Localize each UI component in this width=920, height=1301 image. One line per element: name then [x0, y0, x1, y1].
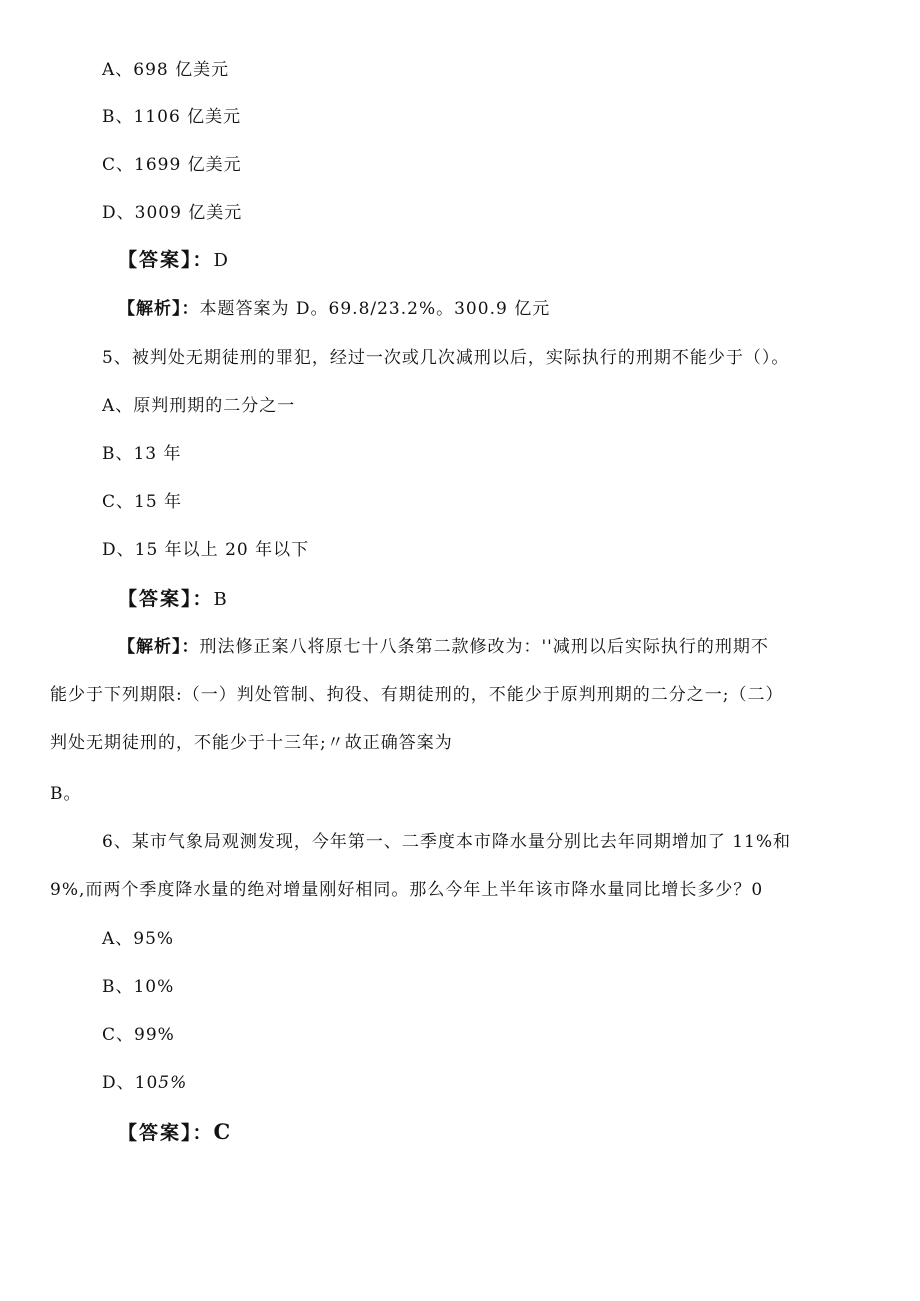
q6-option-d — [102, 1071, 187, 1095]
q4-answer — [118, 248, 230, 273]
answer-value: C — [213, 1119, 233, 1144]
q6-option-a: A、95% — [102, 929, 175, 949]
answer-value: D — [213, 250, 230, 271]
q5-question: 5、被判处无期徒刑的罪犯，经过一次或几次减刑以后，实际执行的刑期不能少于（）。 — [102, 348, 790, 368]
option-text: D、10 — [102, 1073, 159, 1093]
q4-option-a: A、698 亿美元 — [102, 60, 230, 80]
q5-explanation-line-1 — [118, 635, 769, 659]
q5-explanation-line-3: 判处无期徒刑的，不能少于十三年;〃故正确答案为 — [50, 733, 453, 753]
q5-option-d: D、15 年以上 20 年以下 — [102, 540, 310, 560]
q6-question-line-2: 9%,而两个季度降水量的绝对增量刚好相同。那么今年上半年该市降水量同比增长多少？0 — [50, 880, 764, 900]
q5-option-c: C、15 年 — [102, 492, 183, 512]
explanation-text: 本题答案为 D。69.8/23.2%。300.9 亿元 — [199, 299, 551, 319]
q5-explanation-line-2: 能少于下列期限:（一）判处管制、拘役、有期徒刑的，不能少于原判刑期的二分之一;（二） — [50, 685, 784, 705]
explanation-label: 【解析】： — [118, 299, 200, 319]
q6-option-b: B、10% — [102, 977, 175, 997]
q6-answer — [118, 1120, 232, 1145]
q6-question-line-1: 6、某市气象局观测发现，今年第一、二季度本市降水量分别比去年同期增加了 11%和 — [102, 832, 792, 852]
answer-label: 【答案】： — [118, 1122, 214, 1144]
explanation-label: 【解析】： — [118, 637, 200, 657]
q4-option-c: C、1699 亿美元 — [102, 155, 242, 175]
explanation-text: 刑法修正案八将原七十八条第二款修改为：''减刑以后实际执行的刑期不 — [199, 637, 769, 657]
q5-option-b: B、13 年 — [102, 444, 182, 464]
q6-option-c: C、99% — [102, 1025, 175, 1045]
q5-explanation-line-4: B。 — [50, 784, 82, 804]
q4-explanation — [118, 297, 550, 321]
q4-option-b: B、1106 亿美元 — [102, 107, 242, 127]
answer-value: B — [213, 589, 229, 610]
q5-option-a: A、原判刑期的二分之一 — [102, 396, 296, 416]
option-text-italic: 5% — [158, 1073, 188, 1093]
answer-label: 【答案】： — [118, 588, 214, 610]
q5-answer — [118, 587, 229, 612]
q4-option-d: D、3009 亿美元 — [102, 203, 243, 223]
answer-label: 【答案】： — [118, 249, 214, 271]
